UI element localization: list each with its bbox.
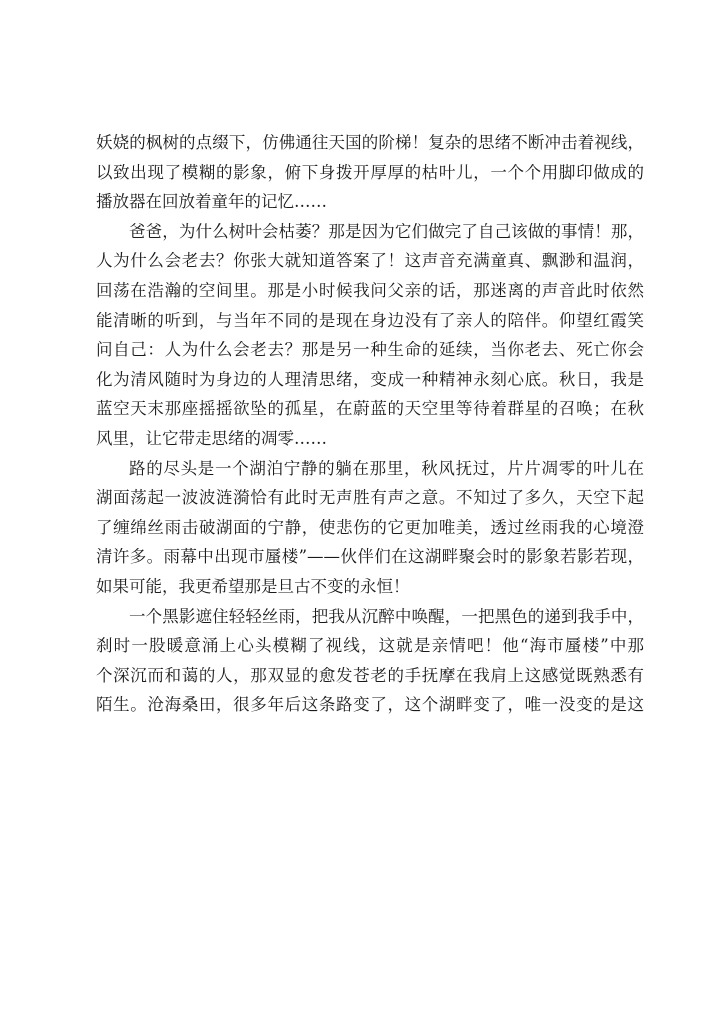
text-line: 刹时一股暖意涌上心头模糊了视线，这就是亲情吧！他“海市蜃楼”中那 xyxy=(96,636,644,656)
text-line: 回荡在浩瀚的空间里。那是小时候我问父亲的话，那迷离的声音此时依然 xyxy=(96,280,644,300)
text-line: 湖面荡起一波波涟漪恰有此时无声胜有声之意。不知过了多久，天空下起 xyxy=(96,488,644,508)
text-line: 播放器在回放着童年的记忆…… xyxy=(96,192,327,212)
text-line: 问自己：人为什么会老去？那是另一种生命的延续，当你老去、死亡你会 xyxy=(96,340,644,360)
text-line: 蓝空天末那座摇摇欲坠的孤星，在蔚蓝的天空里等待着群星的召唤；在秋 xyxy=(96,399,644,419)
text-line: 化为清风随时为身边的人理清思绪，变成一种精神永刻心底。秋日，我是 xyxy=(96,369,644,389)
text-line: 以致出现了模糊的影象，俯下身拨开厚厚的枯叶儿，一个个用脚印做成的 xyxy=(96,162,644,182)
text-line: 个深沉而和蔼的人，那双显的愈发苍老的手抚摩在我肩上这感觉既熟悉有 xyxy=(96,665,644,685)
body-text xyxy=(96,128,644,720)
text-line: 陌生。沧海桑田，很多年后这条路变了，这个湖畔变了，唯一没变的是这 xyxy=(96,695,644,715)
text-line: 一个黑影遮住轻轻丝雨，把我从沉醉中唤醒，一把黑色的递到我手中， xyxy=(129,606,644,626)
text-line: 妖娆的枫树的点缀下，仿佛通往天国的阶梯！复杂的思绪不断冲击着视线， xyxy=(96,133,644,152)
text-line: 如果可能，我更希望那是旦古不变的永恒！ xyxy=(96,576,410,596)
text-line: 路的尽头是一个湖泊宁静的躺在那里，秋风抚过，片片凋零的叶儿在 xyxy=(129,458,644,478)
text-line: 风里，让它带走思绪的凋零…… xyxy=(96,428,327,448)
text-line: 了缠绵丝雨击破湖面的宁静，使悲伤的它更加唯美，透过丝雨我的心境澄 xyxy=(96,517,644,537)
text-line: 清许多。雨幕中出现市蜃楼”——伙伴们在这湖畔聚会时的影象若影若现， xyxy=(96,547,644,567)
text-line: 人为什么会老去？你张大就知道答案了！这声音充满童真、飘渺和温润， xyxy=(96,251,644,271)
text-line: 爸爸，为什么树叶会枯萎？那是因为它们做完了自己该做的事情！那， xyxy=(129,221,644,241)
text-line: 能清晰的听到，与当年不同的是现在身边没有了亲人的陪伴。仰望红霞笑 xyxy=(96,310,644,330)
